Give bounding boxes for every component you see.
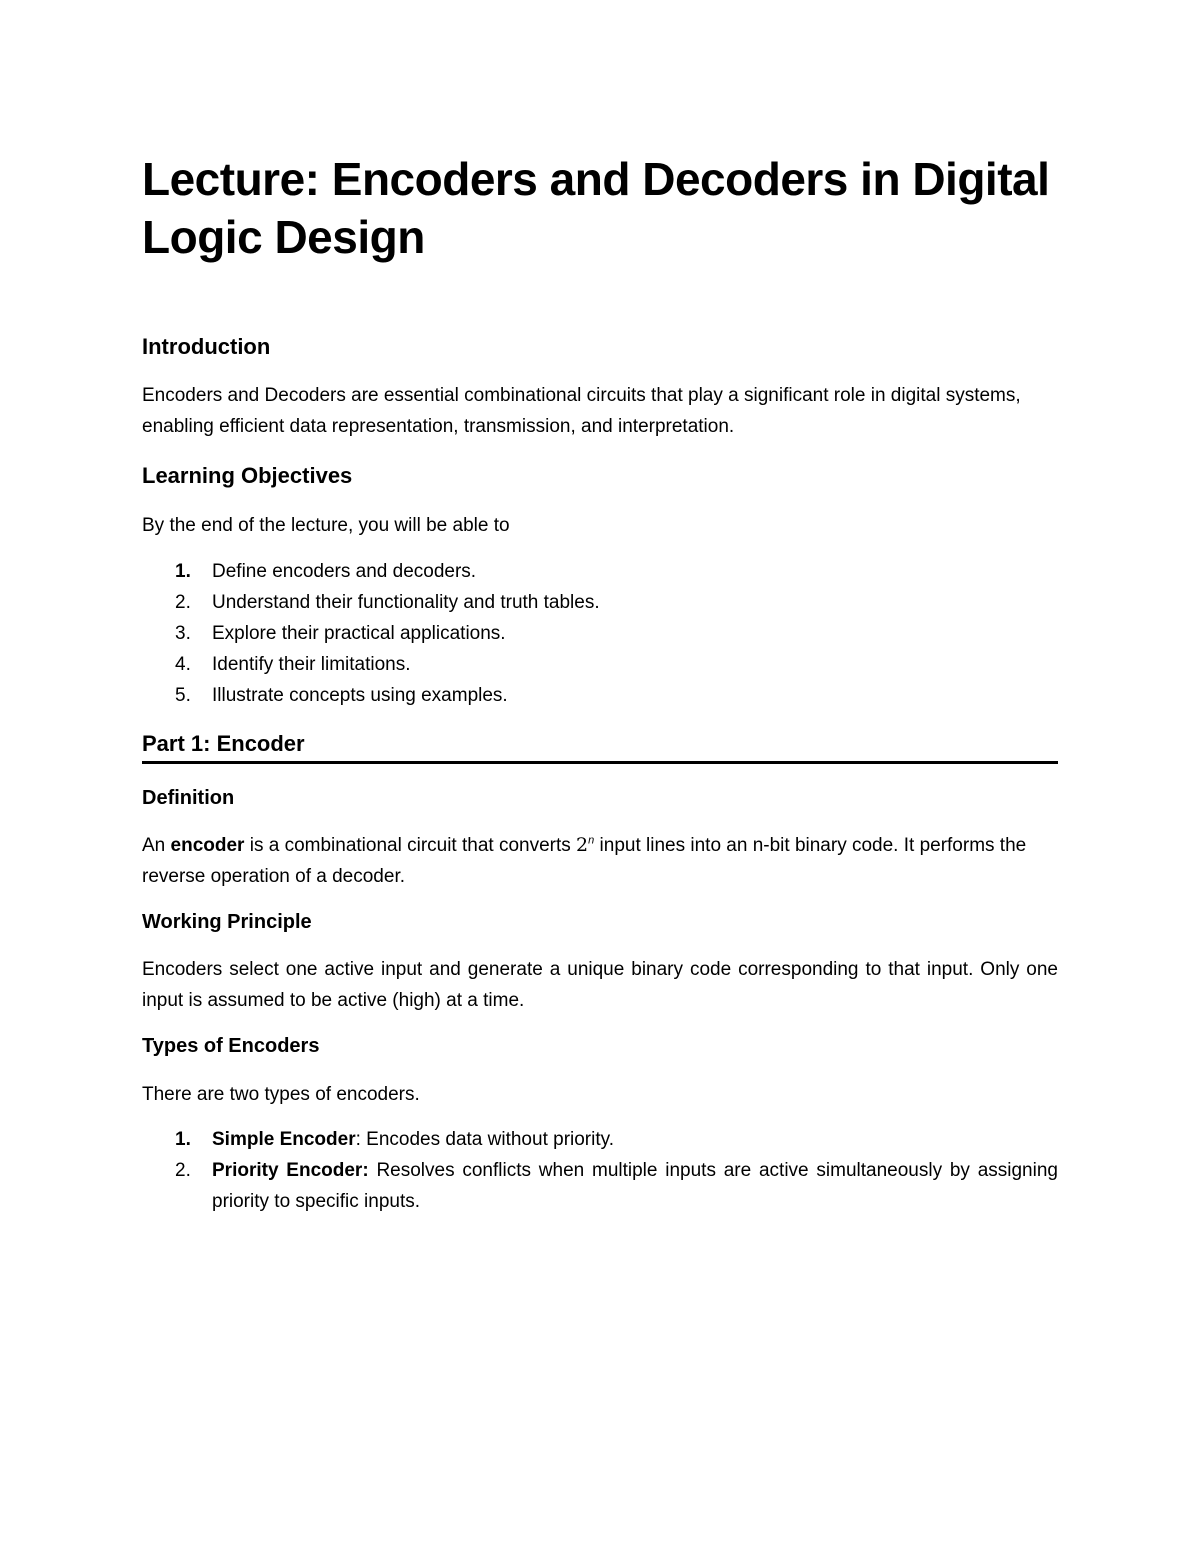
list-item xyxy=(142,618,1058,649)
math-exponent: n xyxy=(588,834,595,847)
list-number: 3. xyxy=(175,623,191,644)
list-item-text: Illustrate concepts using examples. xyxy=(212,685,508,706)
list-item xyxy=(142,1124,1058,1155)
list-item xyxy=(142,556,1058,587)
list-item-text: Understand their functionality and truth tables. xyxy=(212,592,600,613)
list-item xyxy=(142,649,1058,680)
part1-heading: Part 1: Encoder xyxy=(142,731,305,756)
math-base: 2 xyxy=(576,834,589,856)
list-item xyxy=(142,587,1058,618)
list-number: 4. xyxy=(175,654,191,675)
list-item-text: Explore their practical applications. xyxy=(212,623,506,644)
section-divider xyxy=(142,761,1058,764)
introduction-heading: Introduction xyxy=(142,334,271,359)
definition-paragraph: An encoder is a combinational circuit that converts 2$^n$ input lines into an n-bit binary code. It performs the reverse operation of a decoder. xyxy=(142,834,1027,887)
working-heading: Working Principle xyxy=(142,911,312,933)
types-heading: Types of Encoders xyxy=(142,1035,320,1057)
list-item-text: : Encodes data without priority. xyxy=(355,1129,615,1150)
list-number: 1. xyxy=(175,1129,191,1150)
objectives-lead: By the end of the lecture, you will be able to xyxy=(142,515,510,536)
working-paragraph: Encoders select one active input and generate a unique binary code corresponding to that input. Only one input is assumed to be active (high) at a time. xyxy=(142,959,1058,1011)
definition-heading: Definition xyxy=(142,787,235,809)
list-number: 1. xyxy=(175,561,191,582)
encoder-term: encoder xyxy=(170,835,245,856)
objectives-heading: Learning Objectives xyxy=(142,463,353,488)
list-number: 2. xyxy=(175,592,191,613)
page-title: Lecture: Encoders and Decoders in Digital Logic Design xyxy=(142,153,1050,263)
list-item-text: Define encoders and decoders. xyxy=(212,561,477,582)
list-term: Priority Encoder: xyxy=(212,1160,369,1181)
list-item-text: Identify their limitations. xyxy=(212,654,411,675)
types-list xyxy=(142,1124,1058,1217)
list-item xyxy=(142,680,1058,711)
list-number: 5. xyxy=(175,685,191,706)
objectives-list xyxy=(142,556,1058,711)
introduction-paragraph: Encoders and Decoders are essential combinational circuits that play a significant role in digital systems, enabling efficient data representation, transmission, and interpretation. xyxy=(142,385,1021,437)
types-lead: There are two types of encoders. xyxy=(142,1084,420,1105)
list-item xyxy=(142,1155,1058,1217)
list-term: Simple Encoder xyxy=(212,1129,356,1150)
list-item-text: Resolves conflicts when multiple inputs are active simultaneously by assigning priority to specific inputs. xyxy=(212,1160,1058,1212)
list-number: 2. xyxy=(175,1160,191,1181)
